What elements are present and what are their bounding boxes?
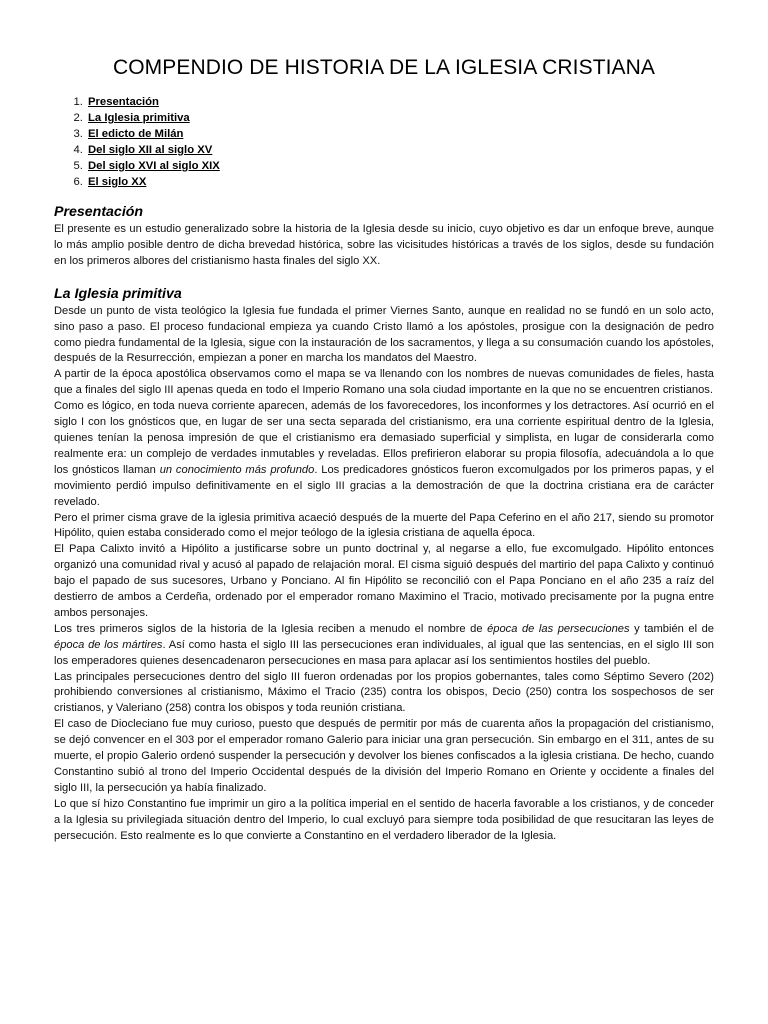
paragraph: A partir de la época apostólica observamos como el mapa se va llenando con los nombres de nuevas comunidades de fieles, hasta que a finales del siglo III apenas queda en todo el Imperio Romano una sola ciudad importante en la que no se encuentren cristianos. (54, 368, 714, 397)
text-span: y también el de (629, 622, 714, 635)
document-title: COMPENDIO DE HISTORIA DE LA IGLESIA CRISTIANA (112, 56, 656, 79)
paragraph: El presente es un estudio generalizado sobre la historia de la Iglesia desde su inicio, cuyo objetivo es dar un enfoque breve, aunque lo más amplio posible dentro de dicha brevedad histórica, sobre las vicisitudes históricas a través de los siglos, desde su fundación en los primeros albores del cristianismo hasta finales del siglo XX. (54, 223, 714, 267)
section-heading-iglesia-primitiva: La Iglesia primitiva (54, 285, 182, 302)
italic-phrase: época de las persecuciones (487, 622, 630, 635)
text-span: . Los predicadores gnósticos fueron excomulgados por los primeros papas, y el movimiento perdió impulso definitivamente en el siglo III gracias a la demostración de que la doctrina cristiana era de carácter revelado. (54, 463, 714, 508)
paragraph: Desde un punto de vista teológico la Iglesia fue fundada el primer Viernes Santo, aunque en realidad no se fundó en un solo acto, sino paso a paso. El proceso fundacional empieza ya cuando Cristo llamó a los apóstoles, prosigue con la designación de pedro como piedra fundamental de la Iglesia, sigue con la instauración de los sacramentos, y llega a su consumación cuando los apóstoles, después de la Resurrección, empiezan a poner en marcha los mandatos del Maestro. (54, 304, 714, 365)
toc-item (86, 110, 714, 126)
toc-item (86, 126, 714, 142)
toc-item (86, 158, 714, 174)
section-heading-presentacion: Presentación (54, 204, 144, 220)
italic-phrase: un conocimiento más profundo (159, 463, 315, 476)
toc-item (86, 174, 714, 190)
text-span: Como es lógico, en toda nueva corriente aparecen, además de los favorecedores, los inconformes y los detractores. Así ocurrió en el siglo I con los gnósticos que, en lugar de ser una secta separada del cristianismo, era una corriente espiritual dentro de la Iglesia, quienes tenían la penosa impresión de que el cristianismo era demasiado superficial y simplista, en lugar de considerarla como realmente era: un complejo de verdades inmutables y reveladas. Ellos prefirieron elaborar su propia filosofía, adecuándola a lo que los gnósticos llaman (54, 400, 714, 476)
section-presentacion (54, 222, 714, 270)
paragraph: El Papa Calixto invitó a Hipólito a justificarse sobre un punto doctrinal y, al negarse a ello, fue excomulgado. Hipólito entonces organizó una comunidad rival y acusó al papado de relajación moral. El cisma siguió después del martirio del papa Calixto y continuó bajo el papado de sus sucesores, Urbano y Ponciano. Al fin Hipólito se reconcilió con el Papa Ponciano en el año 235 a raíz del destierro de ambos a Cerdeña, ordenado por el emperador romano Maximino el Tracio, motivado precisamente por la pugna entre ambos personajes. (54, 543, 714, 619)
paragraph: Pero el primer cisma grave de la iglesia primitiva acaeció después de la muerte del Papa Ceferino en el año 217, siendo su promotor Hipólito, quien estaba considerado como el mejor teólogo de la iglesia cristiana de aquella época. (54, 511, 714, 540)
paragraph: Lo que sí hizo Constantino fue imprimir un giro a la política imperial en el sentido de hacerla favorable a los cristianos, y de conceder a la Iglesia su privilegiada situación dentro del Imperio, lo cual excluyó para siempre toda posibilidad de que resucitaran las leyes de persecución. Esto realmente es lo que convierte a Constantino en el verdadero liberador de la Iglesia. (54, 797, 714, 842)
text-span: Los tres primeros siglos de la historia de la Iglesia reciben a menudo el nombre de (54, 622, 488, 635)
toc-link-presentacion[interactable]: Presentación (88, 96, 159, 108)
paragraph: Las principales persecuciones dentro del siglo III fueron ordenadas por los propios gobernantes, tales como Séptimo Severo (202) prohibiendo conversiones al cristianismo, Máximo el Tracio (235) contra los obispos, Decio (250) contra los sospechosos de ser cristianos, y Valeriano (258) contra los obispos y toda reunión cristiana. (54, 670, 714, 715)
toc-item (86, 94, 714, 110)
toc-link-siglo-xvi-xix[interactable]: Del siglo XVI al siglo XIX (88, 160, 220, 172)
toc-link-siglo-xii-xv[interactable]: Del siglo XII al siglo XV (88, 144, 213, 156)
toc-link-edicto-milan[interactable]: El edicto de Milán (88, 128, 184, 140)
section-iglesia-primitiva (54, 304, 714, 845)
text-span: . Así como hasta el siglo III las persecuciones eran individuales, al igual que las sentencias, en el siglo III son los emperadores quienes desencadenaron persecuciones en masa para aplacar así los sentimientos hostiles del pueblo. (54, 638, 714, 667)
table-of-contents (54, 94, 714, 190)
toc-link-iglesia-primitiva[interactable]: La Iglesia primitiva (88, 112, 190, 124)
paragraph: El caso de Diocleciano fue muy curioso, puesto que después de permitir por más de cuarenta años la propagación del cristianismo, se dejó convencer en el 303 por el emperador romano Galerio para iniciar una gran persecución. Sin embargo en el 311, antes de su muerte, el propio Galerio ordenó suspender la persecución y devolver los bienes confiscados a la iglesia cristiana. De hecho, cuando Constantino subió al trono del Imperio Occidental después de la división del Imperio Romano en Oriente y occidente a finales del siglo III, la persecución ya había finalizado. (54, 718, 714, 794)
toc-item (86, 142, 714, 158)
toc-link-siglo-xx[interactable]: El siglo XX (88, 176, 147, 188)
paragraph (54, 399, 714, 510)
italic-phrase: época de los mártires (54, 638, 163, 651)
paragraph (54, 622, 714, 670)
